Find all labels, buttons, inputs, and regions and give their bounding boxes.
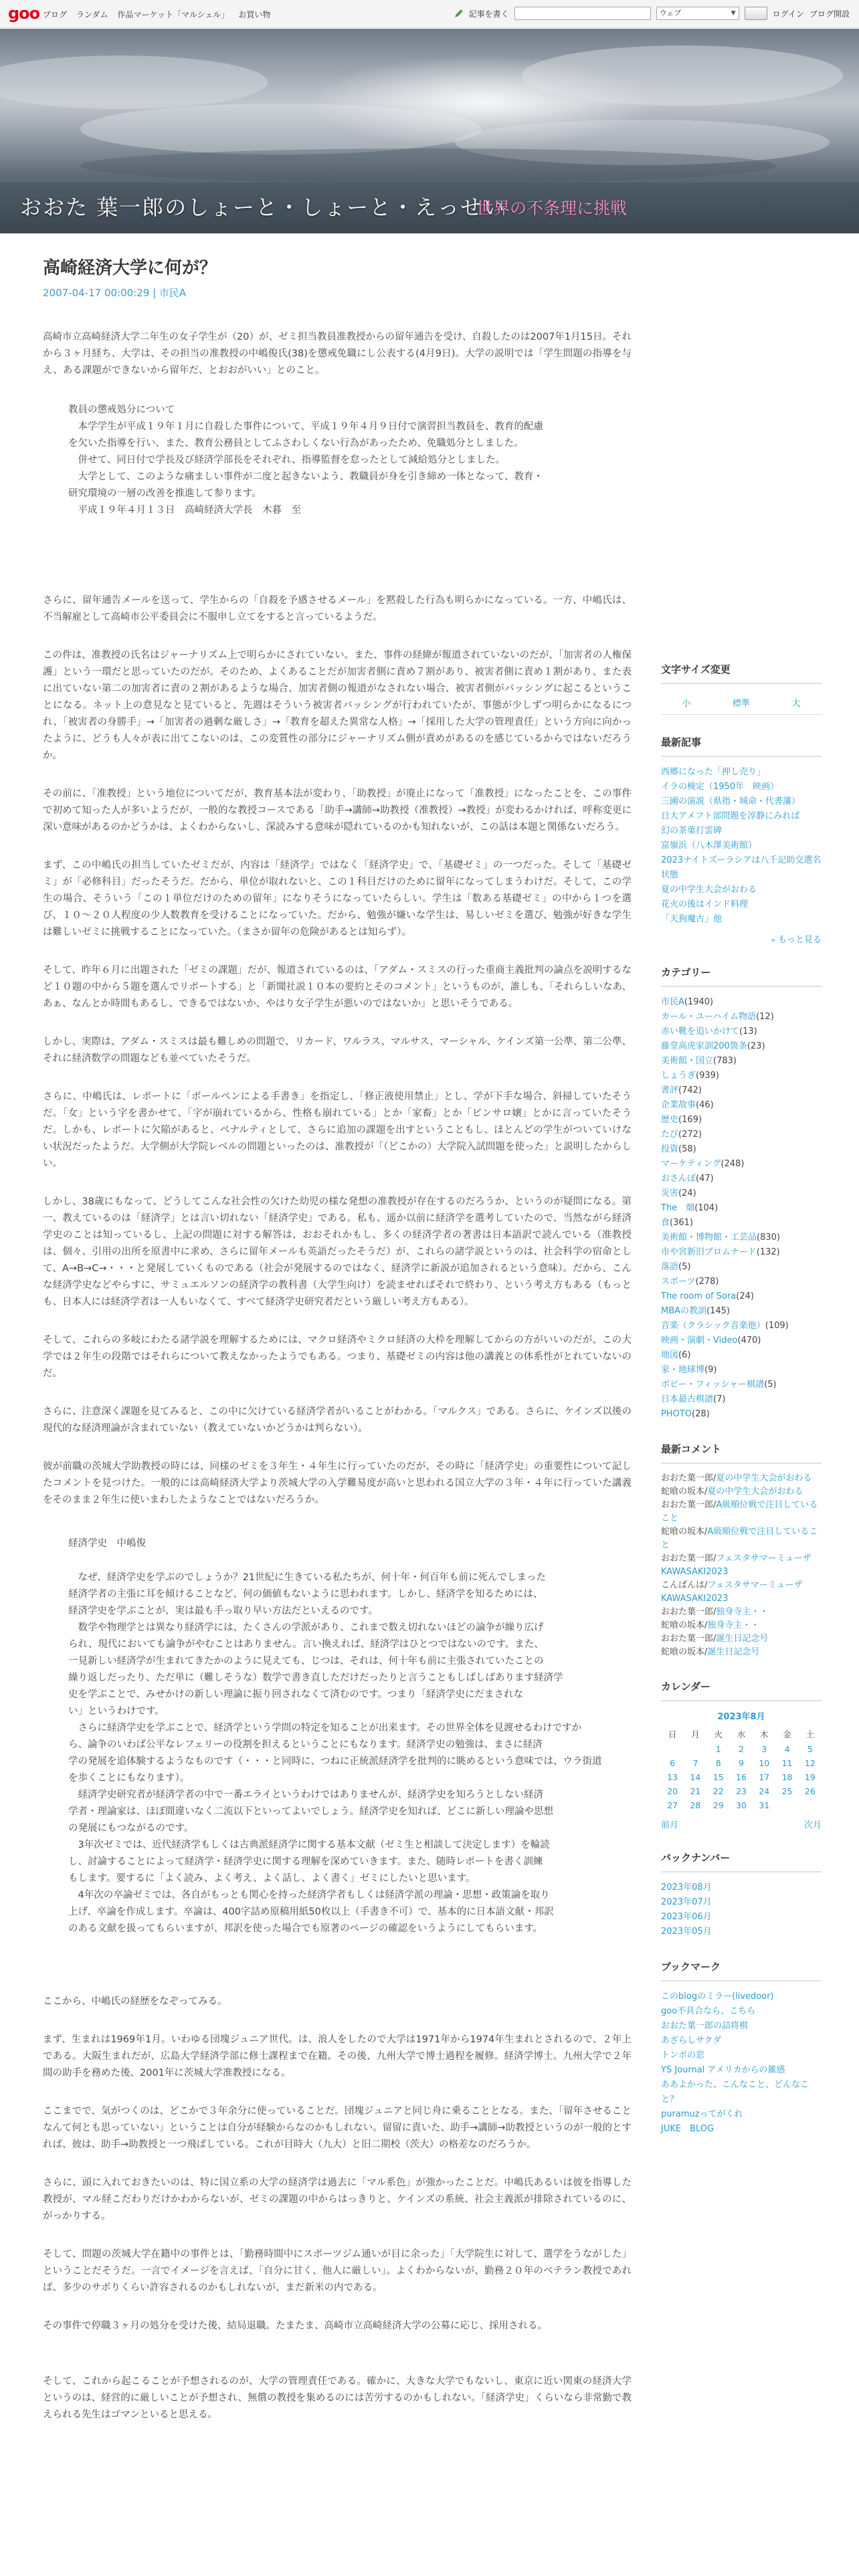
category-count: (6) <box>678 1350 691 1360</box>
category-count: (47) <box>696 1174 714 1184</box>
calendar-day[interactable]: 8 <box>715 1758 721 1768</box>
comment-post-link[interactable]: フェスタサマーミューザKAWASAKI2023 <box>661 1580 803 1604</box>
article-paragraph: まず、生まれは1969年1月。いわゆる団塊ジュニア世代。は、浪人をしたので大学は1971年から1974年生まれとされるので、２年上である。大阪生まれだが、広島大学経済学部に修士課程まで在籍。その後、九州大学で博士過程を履修。経済学博士。九州大学で２年間の助手を務めた後、2001年に茨城大学准教授になる。 <box>43 2034 632 2078</box>
nav-link-blog[interactable]: ブログ <box>43 10 68 19</box>
bookmark-link[interactable]: ああよかった、こんなこと、どんなこと？ <box>661 2080 809 2105</box>
calendar-day[interactable]: 31 <box>759 1800 770 1810</box>
login-link[interactable]: ログイン <box>772 9 804 19</box>
calendar-day[interactable]: 29 <box>712 1800 724 1810</box>
category-count: (939) <box>696 1071 719 1081</box>
category-link[interactable]: PHOTO <box>661 1409 692 1419</box>
backnumber-link[interactable]: 2023年07月 <box>661 1897 712 1907</box>
calendar-weekday: 木 <box>760 1729 769 1739</box>
backnumber-widget <box>661 1850 822 1939</box>
calendar-week-row <box>661 1770 822 1784</box>
calendar-day[interactable]: 6 <box>670 1758 676 1768</box>
recent-posts-title: 最新記事 <box>661 735 822 757</box>
category-link[interactable]: 日本最古棋譜 <box>661 1394 714 1404</box>
category-item <box>661 1333 822 1348</box>
category-link[interactable]: The 畑 <box>661 1203 695 1213</box>
category-link[interactable]: 赤い靴を追いかけて <box>661 1027 740 1037</box>
category-item <box>661 1378 822 1392</box>
comment-separator: / <box>713 1473 717 1483</box>
search-button[interactable] <box>745 7 767 20</box>
category-count: (272) <box>678 1130 702 1140</box>
calendar-day[interactable]: 28 <box>690 1800 701 1810</box>
article-meta[interactable]: 2007-04-17 00:00:29 | 市民A <box>43 287 187 299</box>
calendar-day[interactable]: 11 <box>781 1758 793 1768</box>
comment-author: 蛇喰の坂本 <box>661 1487 705 1497</box>
category-link[interactable]: 美術館・博物館・工芸品 <box>661 1232 757 1243</box>
comment-item <box>661 1552 822 1579</box>
category-link[interactable]: 歴史 <box>661 1115 679 1125</box>
calendar-weekday: 日 <box>668 1729 677 1739</box>
calendar-day <box>775 1798 798 1812</box>
seminar-quote-title: 経済学史 中嶋俊 <box>68 1538 146 1549</box>
comment-author: おおた葉一郎 <box>661 1500 714 1510</box>
category-link[interactable]: しょうぎ <box>661 1071 696 1081</box>
recent-post-link[interactable]: 三圃の演説（県指・城命・代書藩） <box>661 796 801 807</box>
calendar-table <box>661 1726 822 1812</box>
calendar-prev-link[interactable]: 前月 <box>661 1820 679 1830</box>
font-size-small-button[interactable]: 小 <box>682 699 691 709</box>
category-link[interactable]: 美術館・国立 <box>661 1056 714 1066</box>
seminar-quote: なぜ、経済学史を学ぶのでしょうか？21世紀に生きている私たちが、何十年・何百年も前に死んでしまった 経済学者の主張に耳を傾けることなど、何の価値もないように思われます。しかし、経済学を知るためには、 経済学史を学ぶことが、実は最も手っ取り早い方法だといえるのです。 数学や物理学とは異なり経済学には、たくさんの学派があり、これまで数え切れないほどの論争が繰り広げ られ、現代においても論争がやむことはありません。言い換えれば、経済学はひとつではないのです。また、 一見新しい経済学が生まれてきたかのように見えても、じつは、それは、何十年も前に主張されていたことの 繰り返しだったり、ただ単に（難しそうな）数学で書き直しただけだったりと言うこともしばしばあります経済学 史を学ぶことで、みせかけの新しい理論に振り回されなくて済むのです。つまり「経済学史にだまされな い」というわけです。 さらに経済学史を学ぶことで、経済学という学問の特定を知ることが出来ます。その世界全体を見渡せるわけですか ら、論争のいわば公平なレフェリーの役割を担えるということにもなります。経済学史の勉強は、まさに経済 学の発展を追体験するようなものです（・・・と同時に、つねに正統派経済学を批判的に眺めるという意味では、ウラ街道 を歩くことにもなります）。 経済学史研究者が経済学者の中で一番エライというわけではありませんが、経済学史を知ろうとしない経済 学者・理論家は、ほぼ間違いなく二流以下といってよいでしょう。経済学史を知れば、どこに新しい理論や思想 の発展にもつながるのです。 3年次ゼミでは、近代経済学もしくは古典派経済学に関する基本文献（ゼミ生と相談して決定します）を輪読 し、討論することによって経済学・経済学史に関する理解を深めていきます。また、随時レポートを書く訓練 もします。要するに「よく読み、よく考え、よく話し、よく書く」ゼミにしたいと思います。 4年次の卒論ゼミでは、各自がもっとも関心を持った経済学者もしくは経済学派の理論・思想・政策論を取り 上げ、卒論を作成します。卒論は、400字詰め原稿用紙50枚以上（手書き不可）で、基本的に日本語文献・邦訳 のある文献を扱ってもらいますが、邦訳を使った場合でも原著のページの確認をいうようにしてもらいます。 <box>68 1572 602 1934</box>
calendar-day[interactable]: 4 <box>784 1744 790 1754</box>
article-paragraph: この件は、准教授の氏名はジャーナリズム上で明らかにされていない。また、事件の経緯が報道されていないのだが、「加害者の人権保護」という一環だと思っていたのだが。そのため、よくあることだが加害者側に責め７割があり、被害者側に責め１割があり、また表に出ていない第二の加害者に責の２割があるような場合、加害者側の報道がなされない場合、被害者側がバッシングに起こるということになる。ネット上の意見なと見ていると、先週はそういう被害者バッシングが行われていたが、事態が少しずつ明らかになるにつれ、「被害者の身勝手」→「加害者の過剰な厳しさ」→「教育を超えた異常な人格」→「採用した大学の管理責任」という方向に向かったように、どうも人々が表に出てこないのは、この変質性の部分にジャーナリズム側が責めがあるのを感じているからではないだろうか。 <box>43 650 632 761</box>
category-count: (5) <box>764 1380 777 1390</box>
category-link[interactable]: マーケティング <box>661 1159 721 1169</box>
double-chevron-right-icon: » <box>771 937 775 944</box>
article-paragraph: そして、これから起こることが予想されるのが、大学の管理責任である。確かに、大きな大学でもないし、東京に近い関東の経済大学というのは、経営的に厳しいことが予想され、無償の教授を集めるのには苦労するのかもしれない。「経済学史」くらいなら非常勤で教えられる先生はゴマンといると思える。 <box>43 2376 632 2420</box>
recent-post-link[interactable]: 西郷になった「押し売り」 <box>661 767 766 777</box>
pencil-icon <box>454 9 464 18</box>
category-item <box>661 1392 822 1407</box>
calendar-nav <box>661 1818 822 1830</box>
calendar-weekday-row <box>661 1726 822 1742</box>
calendar-day[interactable]: 2 <box>739 1744 744 1754</box>
category-count: (24) <box>736 1291 754 1301</box>
comment-item <box>661 1485 822 1499</box>
nav-link-shopping[interactable]: お買い物 <box>238 10 271 19</box>
category-item <box>661 1069 822 1083</box>
calendar-day[interactable]: 5 <box>807 1744 813 1754</box>
comment-item <box>661 1606 822 1619</box>
category-count: (104) <box>694 1203 719 1213</box>
category-item <box>661 1010 822 1025</box>
calendar-day[interactable]: 9 <box>739 1758 744 1768</box>
bookmark-widget <box>661 1959 822 2137</box>
recent-post-link[interactable]: 富嶺浜（八木澤美術館） <box>661 841 757 851</box>
calendar-week-row <box>661 1756 822 1770</box>
category-link[interactable]: 災害 <box>661 1188 679 1198</box>
category-link[interactable]: 映画・演劇・Video <box>661 1335 738 1346</box>
article-paragraph: そして、これらの多岐にわたる諸学説を理解するためには、マクロ経済やミクロ経済の大枠を理解してからの方がいいのだが、この大学では２年生の段階ではそれらについて教えなかったようでもある。つまり、基礎ゼミの内容は他の講義との体系性がとれていないのだ。 <box>43 1335 632 1379</box>
calendar-day[interactable]: 25 <box>781 1786 793 1796</box>
category-count: (145) <box>706 1306 730 1316</box>
calendar-body <box>661 1742 822 1812</box>
calendar-day[interactable]: 22 <box>712 1786 724 1796</box>
category-item <box>661 1319 822 1333</box>
category-link[interactable]: 書評 <box>661 1085 679 1095</box>
recent-post-link[interactable]: 2023ナイトズーラシアは八千記助交選名状態 <box>661 855 822 880</box>
bookmark-link[interactable]: goo不具合なら、こちら <box>661 2006 756 2016</box>
comment-item <box>661 1472 822 1485</box>
comment-list <box>661 1472 822 1659</box>
goo-logo[interactable]: goo <box>8 4 40 23</box>
comment-separator: / <box>713 1634 717 1644</box>
category-link[interactable]: 音楽（クラシック音楽他） <box>661 1321 765 1331</box>
article-title[interactable]: 高崎経済大学に何が？ <box>43 258 217 278</box>
category-item <box>661 1128 822 1142</box>
category-link[interactable]: 市や宮新旧ブロムナード <box>661 1247 757 1257</box>
comment-separator: / <box>704 1527 708 1537</box>
category-item <box>661 1407 822 1422</box>
comment-separator: / <box>704 1620 708 1630</box>
category-count: (28) <box>692 1409 710 1419</box>
calendar-widget <box>661 1679 822 1830</box>
recent-comments-widget <box>661 1442 822 1659</box>
article-paragraph: ここから、中嶋氏の経歴をなぞってみる。 <box>43 1996 227 2007</box>
write-article-link[interactable]: 記事を書く <box>468 9 509 19</box>
category-count: (830) <box>757 1232 780 1243</box>
recent-comments-title: 最新コメント <box>661 1442 822 1464</box>
category-item <box>661 1289 822 1304</box>
category-count: (783) <box>713 1056 737 1066</box>
more-link[interactable] <box>661 932 822 945</box>
category-count: (470) <box>737 1335 761 1346</box>
sidebar <box>661 662 822 2157</box>
nav-link-marche[interactable]: 作品マーケット「マルシェル」 <box>117 10 229 19</box>
article-column <box>43 254 632 2424</box>
article-paragraph: さらに、注意深く課題を見てみると、この中に欠けている経済学者がいることがわかる。「マルクス」である。さらに、ケインズ以後の現代的な経済理論が含まれていない（教えていないかどうかは判らない）。 <box>43 1406 632 1434</box>
top-nav-links <box>43 9 270 20</box>
search-input[interactable] <box>514 7 651 20</box>
backnumber-title: バックナンバー <box>661 1850 822 1872</box>
category-item <box>661 1363 822 1378</box>
font-size-options <box>661 692 822 715</box>
top-right-tools <box>454 7 850 20</box>
font-size-widget <box>661 662 822 715</box>
category-link[interactable]: The room of Sora <box>661 1291 737 1301</box>
calendar-day[interactable]: 10 <box>759 1758 770 1768</box>
category-count: (23) <box>747 1041 765 1051</box>
font-size-normal-button[interactable]: 標準 <box>732 699 750 709</box>
comment-author: おおた葉一郎 <box>661 1553 714 1564</box>
backnumber-link[interactable]: 2023年05月 <box>661 1927 712 1937</box>
comment-separator: / <box>704 1647 708 1657</box>
article-paragraph: さらに、中嶋氏は、レポートに「ボールペンによる手書き」を指定し、「修正液使用禁止」とし、学が下手な場合、斜掃していたそうだ。「女」という字を書かせて、「字が崩れているから、性格も崩れている」とか「家畜」とか「ピンサロ嬢」とかに言っていたそうだ。しかも、レポートに欠陥があると、ペナルティとして、さらに追加の課題を出すということもし、ほとんどの学生がついていけない状況だったようだ。大学側が大学院レベルの問題といったのは、准教授が「（どこかの）大学院入試問題を使った」と説明したからしい。 <box>43 1091 632 1169</box>
font-size-title: 文字サイズ変更 <box>661 662 822 684</box>
comment-author: こんばんは <box>661 1580 705 1590</box>
notice-quote: 教員の懲戒処分について 本学学生が平成１９年１月に自殺した事件について、平成１９年４月９日付で演習担当教員を、教育的配慮 を欠いた指導を行い、また、教育公務員としてふさわしくない行為があったため、免職処分としました。 併せて、同日付で学長及び経済学部長をそれぞれ、指導監督を怠ったとして減給処分としました。 大学として、このような痛ましい事件が二度と起きないよう、教職員が身を引き締め一体となって、教育・ 研究環境の一層の改善を推進して参ります。 平成１９年４月１３日 高崎経済大学長 木暮 至 <box>68 405 543 516</box>
category-link[interactable]: 落語 <box>661 1262 679 1272</box>
category-count: (169) <box>678 1115 702 1125</box>
calendar-day[interactable]: 18 <box>781 1772 793 1782</box>
category-count: (248) <box>721 1159 745 1169</box>
recent-post-link[interactable]: 幻の茶菓打雲碑 <box>661 826 723 836</box>
comment-author: おおた葉一郎 <box>661 1607 714 1617</box>
backnumber-link[interactable]: 2023年08月 <box>661 1883 712 1893</box>
article-paragraph: しかし、38歳にもなって、どうしてこんな社会性の欠けた幼児の様な発想の准教授が存在するのだろうか、というのが疑問になる。第一、教えているのは「経済学」とは言い切れない「経済学史」である。私も、遥か以前に経済学を選考していたので、当然ながら経済学史のことは知っているし、上記の問題に対する解答は、おおそれかもし、多くの経済学者の著書は日本語訳で読んでいる（准教授は、個々、引用の出所を原書中に求め、さらに留年メールも英語だったそうだ）が、これらの諸学説というのは、社会科学の宿命として、A→B→C→・・・と発展していくものである（社会が発展するのではなく、経済学に新説が追加されるという意味）。だから、こんな経済学史などやらすに、サミュエルソンの経済学の教科書（大学生向け）を読ませればそれで終わり、という考え方もある（もっとも、日本人には経済学者は一人もいなくて、すべて経済学史研究者だという厳しい考え方もある）。 <box>43 1196 632 1307</box>
backnumber-link[interactable]: 2023年06月 <box>661 1912 712 1922</box>
bookmark-link[interactable]: このblogのミラー(livedoor) <box>661 1992 774 2002</box>
category-count: (132) <box>756 1247 780 1257</box>
comment-item <box>661 1579 822 1606</box>
comment-item <box>661 1499 822 1525</box>
category-link[interactable]: 企業故事 <box>661 1100 696 1110</box>
category-item <box>661 1083 822 1098</box>
category-item <box>661 1348 822 1363</box>
calendar-day[interactable]: 16 <box>736 1772 747 1782</box>
comment-author: 蛇喰の坂本 <box>661 1620 705 1630</box>
category-item <box>661 1039 822 1054</box>
category-count: (361) <box>670 1218 693 1228</box>
comment-separator: / <box>713 1500 717 1510</box>
category-item <box>661 1216 822 1230</box>
category-count: (13) <box>739 1027 757 1037</box>
category-item <box>661 1304 822 1319</box>
calendar-weekday: 月 <box>691 1729 700 1739</box>
categories-widget <box>661 965 822 1422</box>
comment-separator: / <box>704 1580 708 1590</box>
search-scope-value: ウェブ <box>659 9 682 17</box>
calendar-next-link[interactable]: 次月 <box>803 1820 822 1830</box>
category-count: (742) <box>678 1085 702 1095</box>
calendar-day <box>799 1798 822 1812</box>
recent-post-link[interactable]: 夏の中学生大会がおわる <box>661 885 757 895</box>
article-paragraph: しかし、実際は、アダム・スミスは最も難しめの問題で、リカード、ワルラス、マルサス、マーシャル、ケインズ第一公準、第二公準、それに経済数学の問題なども並べていたそうだ。 <box>43 1037 632 1064</box>
comment-post-link[interactable]: A級順位戦で注目していること <box>661 1500 818 1523</box>
calendar-day[interactable]: 17 <box>759 1772 770 1782</box>
calendar-day <box>684 1742 706 1756</box>
category-item <box>661 1157 822 1172</box>
calendar-day[interactable]: 7 <box>692 1758 698 1768</box>
category-count: (5) <box>678 1262 691 1272</box>
category-count: (12) <box>756 1012 774 1022</box>
top-navigation-bar <box>0 0 859 28</box>
bookmark-title: ブックマーク <box>661 1959 822 1981</box>
category-link[interactable]: MBAの教訓 <box>661 1306 707 1316</box>
recent-posts-widget <box>661 735 822 945</box>
comment-post-link[interactable]: 誕生日記念号 <box>707 1647 760 1657</box>
category-link[interactable]: 家・地球博 <box>661 1365 705 1375</box>
calendar-day[interactable]: 26 <box>804 1786 816 1796</box>
category-link[interactable]: おさんぽ <box>661 1174 696 1184</box>
category-item <box>661 1054 822 1069</box>
comment-post-link[interactable]: A級順位戦で注目していること <box>661 1527 818 1550</box>
calendar-day <box>661 1742 684 1756</box>
calendar-day[interactable]: 19 <box>804 1772 816 1782</box>
recent-post-link[interactable]: イラの検定（1950年 映画） <box>661 782 779 792</box>
calendar-day[interactable]: 14 <box>690 1772 701 1782</box>
font-size-large-button[interactable]: 大 <box>791 699 801 709</box>
category-list <box>661 995 822 1422</box>
recent-post-link[interactable]: 日大アメフト部問題を淳静にみれば <box>661 811 800 821</box>
category-count: (9) <box>704 1365 717 1375</box>
category-item <box>661 1260 822 1275</box>
category-link[interactable]: ボビー・フィッシャー棋譜 <box>661 1380 765 1390</box>
comment-author: 蛇喰の坂本 <box>661 1527 705 1537</box>
category-count: (109) <box>765 1321 789 1331</box>
more-link-label: もっと見る <box>777 935 822 945</box>
category-count: (46) <box>696 1100 714 1110</box>
category-item <box>661 1186 822 1201</box>
calendar-week-row <box>661 1742 822 1756</box>
article-paragraph: 彼が前職の茨城大学助教授の時には、同様のゼミを３年生・４年生に行っていたのだが、その時に「経済学史」の重要性について記したコメントを見つけた。一般的には高崎経済大学より茨城大学の入学難易度が高いと思われる国立大学の３年・４年に行っていた講義をそのまま２年生に使いまわしたようなことではないだろうか。 <box>43 1461 632 1505</box>
comment-item <box>661 1525 822 1552</box>
category-count: (1940) <box>684 997 714 1007</box>
comment-post-link[interactable]: フェスタサマーミューザKAWASAKI2023 <box>661 1553 812 1577</box>
bookmark-link[interactable]: あざらしサクダ <box>661 2036 722 2046</box>
recent-post-link[interactable]: 花火の後はインド料理 <box>661 899 749 909</box>
category-item <box>661 995 822 1010</box>
bookmark-link[interactable]: トンボの窓 <box>661 2050 705 2060</box>
comment-author: 蛇喰の坂本 <box>661 1647 705 1657</box>
article-paragraph: さらに、留年通告メールを送って、学生からの「自殺を予感させるメール」を黙殺した行為も明らかになっている。一方、中嶋氏は、不当解雇として高崎市公平委員会に不服申し立てをすると言っているようだ。 <box>43 595 632 623</box>
calendar-day[interactable]: 1 <box>715 1744 721 1754</box>
calendar-title: カレンダー <box>661 1679 822 1701</box>
category-link[interactable]: スポーツ <box>661 1277 696 1287</box>
calendar-day[interactable]: 23 <box>736 1786 747 1796</box>
category-link[interactable]: 食 <box>661 1218 670 1228</box>
comment-post-link[interactable]: 誕生日記念号 <box>716 1634 769 1644</box>
calendar-day[interactable]: 27 <box>667 1800 678 1810</box>
calendar-day[interactable]: 30 <box>736 1800 747 1810</box>
category-count: (7) <box>713 1394 726 1404</box>
category-link[interactable]: たび <box>661 1130 679 1140</box>
blog-tagline: 世界の不条理に挑戦 <box>476 199 628 218</box>
calendar-weekday: 火 <box>714 1729 723 1739</box>
article-paragraph: そして、昨年６月に出題された「ゼミの課題」だが、報道されているのは、「アダム・スミスの行った重商主義批判の論点を説明するなど１０題の中から５題を選んでリポートする」と「新聞社説１０本の要約とそのコメント」というものが、誰しも、「それらしいなあ、あぁ、なんとか時間もあるし、できるではないか、やはり女子学生が悪いのではないか」と思いそうである。 <box>43 965 632 1009</box>
bookmark-link[interactable]: YS Journal アメリカからの雑感 <box>661 2065 785 2075</box>
calendar-day[interactable]: 21 <box>690 1786 701 1796</box>
comment-item <box>661 1646 822 1659</box>
bookmark-link[interactable]: puramuzってがくれ <box>661 2109 743 2119</box>
article-paragraph: その前に、「准教授」という地位についてだが、教育基本法が変わり、「助教授」が廃止になって「准教授」になったことを、この事件で初めて知った人が多いようだが、一般的な教授コースである「助手→講師→助教授（准教授）→教授」が変わるかければ、呼称変更に深い意味があるのかどうかは、よくわからないし、深読みする意味が隠れているのかも知れないが、この話は本題と関係ないだろう。 <box>43 788 632 833</box>
category-link[interactable]: カール・ユーハイム物語 <box>661 1012 757 1022</box>
calendar-week-row <box>661 1784 822 1798</box>
bookmark-link[interactable]: JUKE BLOG <box>661 2124 714 2134</box>
comment-post-link[interactable]: 独身寺主・・ <box>716 1607 769 1617</box>
calendar-day[interactable]: 20 <box>667 1786 678 1796</box>
category-count: (24) <box>678 1188 696 1198</box>
comment-separator: / <box>713 1607 717 1617</box>
article-paragraph: さらに、頭に入れておきたいのは、特に国立系の大学の経済学は過去に「マル系色」が強かったことだ。中嶋氏あるいは彼を指導した教授が、マル経こだわりだけかわからないが、ゼミの課題の中からはっきりと、ケインズの系統、社会主義派が排除されているのに、がっかりする。 <box>43 2177 632 2222</box>
category-item <box>661 1275 822 1289</box>
blog-header-banner <box>0 29 859 233</box>
register-blog-link[interactable]: ブログ開設 <box>809 9 850 19</box>
category-item <box>661 1113 822 1128</box>
comment-item <box>661 1632 822 1646</box>
backnumber-scroll-list[interactable] <box>661 1881 822 1939</box>
comment-separator: / <box>713 1553 717 1564</box>
calendar-weekday: 水 <box>737 1729 746 1739</box>
calendar-day[interactable]: 15 <box>712 1772 724 1782</box>
category-item <box>661 1142 822 1157</box>
comment-item <box>661 1619 822 1632</box>
category-item <box>661 1025 822 1039</box>
blog-title[interactable]: おおた 葉一郎のしょーと・しょーと・えっせい <box>20 195 506 220</box>
category-item <box>661 1230 822 1245</box>
article-paragraph: 高崎市立高崎経済大学二年生の女子学生が（20）が、ゼミ担当教員准教授からの留年通告を受け、自殺したのは2007年1月15日。それから３ヶ月経ち、大学は、その担当の准教授の中嶋俊氏(38)を懲戒免職にし公表する(4月9日)。大学の説明では「学生問題の指導を与え、ある課題ができないから留年だ、とおおがいい」とのこと。 <box>43 332 632 376</box>
category-item <box>661 1201 822 1216</box>
calendar-weekday: 土 <box>805 1729 815 1739</box>
calendar-day[interactable]: 24 <box>759 1786 770 1796</box>
category-link[interactable]: 投資 <box>661 1144 679 1154</box>
search-scope-select[interactable] <box>656 7 739 20</box>
comment-author: おおた葉一郎 <box>661 1634 714 1644</box>
comment-separator: / <box>704 1487 708 1497</box>
article-paragraph: その事件で停職３ヶ月の処分を受けた後、結局退職。たまたま、高崎市立高崎経済大学の公募に応じ、採用される。 <box>43 2321 547 2331</box>
recent-post-link[interactable]: 「天狗魔古」他 <box>661 914 723 924</box>
categories-title: カテゴリー <box>661 965 822 987</box>
calendar-day[interactable]: 13 <box>667 1772 678 1782</box>
nav-link-random[interactable]: ランダム <box>76 10 108 19</box>
comment-post-link[interactable]: 独身寺主・・ <box>707 1620 760 1630</box>
article-paragraph: そして、問題の茨城大学在籍中の事件とは、「勤務時間中にスポーツジム通いが目に余った」「大学院生に対して、選学をうながした」ということだそうだ。一言でイメージを言えば、「自分に甘く、他人に厳しい」。よくわからないが、勤務２０年のベテラン教授であれば、多少のサボりくらい許容されるのかもしれないが、まだ新米の内である。 <box>43 2249 632 2293</box>
category-item <box>661 1098 822 1113</box>
article-paragraph: ここまでで、気がつくのは、どこかで３年余分に使っていることだ。団塊ジュニアと同じ舟に乗ることとなる。また、「留年させることなんて何とも思っていない」ということは自分が経験からなのかもしれない。留留に責いた、助手→講師→助教授というのが一般的とすれば、彼は、助手→助教授と一つ飛ばしている。これが目時大（九大）と旧二期校（茨大）の格差なのだろうか。 <box>43 2106 632 2150</box>
comment-post-link[interactable]: 夏の中学生大会がおわる <box>716 1473 812 1483</box>
calendar-week-row <box>661 1798 822 1812</box>
comment-post-link[interactable]: 夏の中学生大会がおわる <box>707 1487 803 1497</box>
category-count: (278) <box>695 1277 719 1287</box>
category-link[interactable]: 地図 <box>661 1350 679 1360</box>
comment-author: おおた葉一郎 <box>661 1473 714 1483</box>
category-item <box>661 1172 822 1186</box>
calendar-day[interactable]: 12 <box>804 1758 816 1768</box>
chevron-down-icon: ▼ <box>731 10 736 17</box>
category-count: (58) <box>678 1144 696 1154</box>
category-link[interactable]: 市民A <box>661 997 684 1007</box>
calendar-weekday: 金 <box>783 1729 791 1739</box>
article-paragraph: まず、この中嶋氏の担当していたゼミだが、内容は「経済学」ではなく「経済学史」で、「基礎ゼミ」の一つだった。そして「基礎ゼミ」が「必修科目」だったそうだ。だから、単位が取れないと、この１科目だけのために留年になってしまうわけだ。そして、この学生の場合、そういう「この１単位だけのための留年」になりそうになっていたらしい。学生は「数ある基礎ゼミ」の中から１つを選び、１０〜２０人程度の少人数教育を受けることになっていた。だから、勉強が嫌いな学生は、易しいゼミを選び、勉強が好きな学生は難しいゼミに挑戦することになっていた。（まさか留年の危険があるとは知らず）。 <box>43 860 632 938</box>
category-item <box>661 1245 822 1260</box>
category-link[interactable]: 藤堂高虎家訓200箇条 <box>661 1041 747 1051</box>
calendar-day[interactable]: 3 <box>761 1744 767 1754</box>
bookmark-link[interactable]: おおた葉一郎の詰将棋 <box>661 2021 749 2031</box>
calendar-month[interactable]: 2023年8月 <box>717 1712 765 1722</box>
